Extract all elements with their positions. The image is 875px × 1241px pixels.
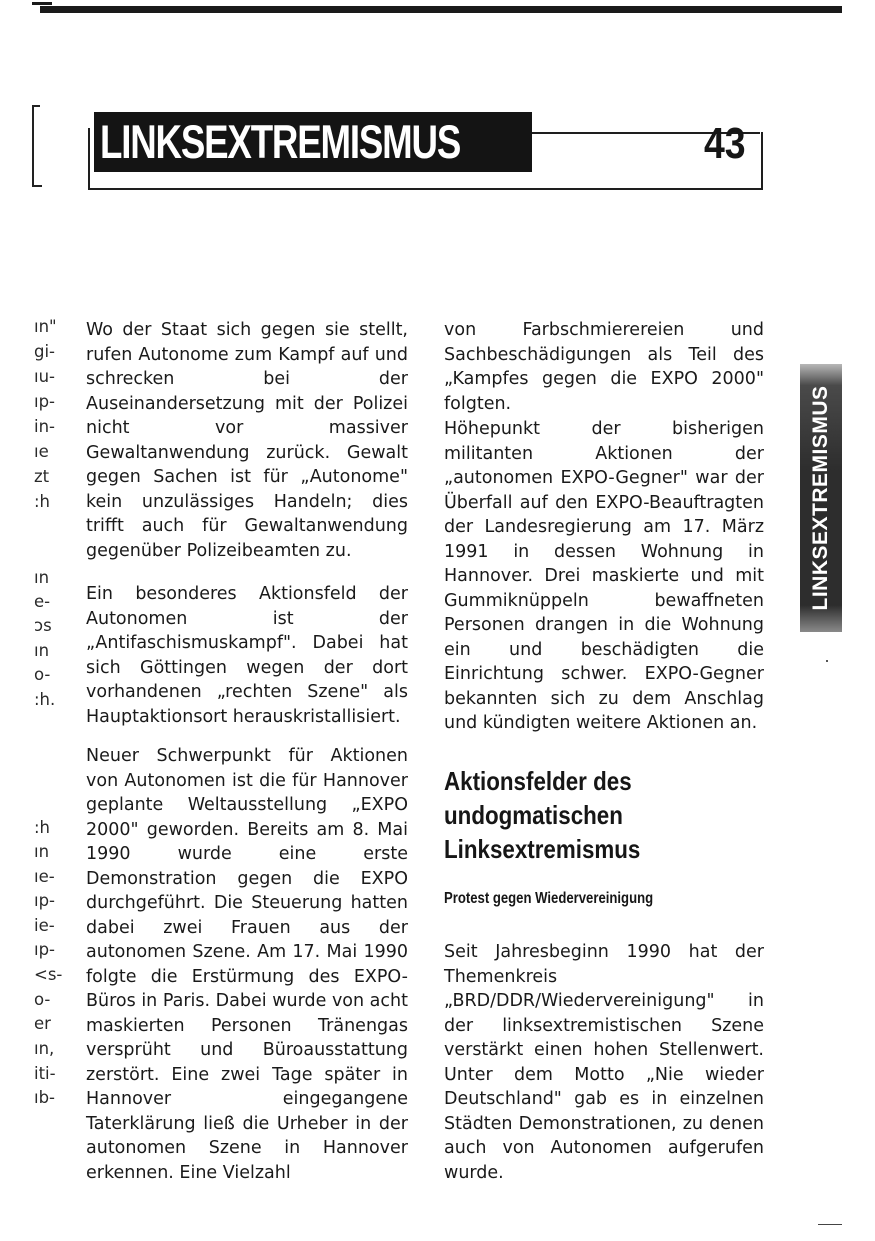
section-heading-line: Aktionsfelder des (444, 766, 632, 796)
edge-fragment: ıe- (34, 867, 55, 886)
edge-fragment: :h (34, 492, 51, 511)
section-heading (444, 764, 719, 866)
edge-fragment: gi- (34, 342, 56, 361)
edge-fragment: ıe (34, 442, 49, 461)
edge-fragment: iti- (34, 1064, 56, 1083)
edge-fragment: :h (34, 818, 51, 837)
chapter-title: LINKSEXTREMISMUS (100, 115, 461, 168)
edge-fragment: ın (34, 568, 50, 587)
edge-fragment: ıp- (34, 940, 56, 959)
edge-fragment: ıp- (34, 392, 56, 411)
top-rule (40, 6, 842, 13)
section-heading-line: Linksextremismus (444, 834, 641, 864)
edge-fragment: e- (34, 592, 51, 611)
left-paragraph-2: Ein besonderes Aktionsfeld der Autonomen ist der „Antifaschismuskampf". Dabei hat sich Göttingen wegen der dort vorhandenen „rechten Szene" als Hauptaktionsort herauskristallisiert. (86, 584, 408, 727)
edge-fragment: zt (34, 467, 50, 486)
side-tab-label: LINKSEXTREMISMUS (809, 385, 832, 611)
right-paragraph-2: Höhepunkt der bisherigen militanten Aktionen der „autonomen EXPO-Gegner" war der Überfall auf den EXPO-Beauftragten der Landesregierung am 17. März 1991 in dessen Wohnung in Hannover. Drei maskierte und mit Gummiknüppeln bewaffneten Personen drangen in die Wohnung ein und beschädigten die Einrichtung schwer. EXPO-Gegner bekannten sich zu dem Anschlag und kündigten weitere Aktionen an. (444, 419, 764, 733)
edge-fragment: <s- (34, 965, 63, 984)
page-number: 43 (704, 119, 746, 168)
header-frame-left-line (88, 128, 90, 190)
section-heading-line: undogmatischen (444, 800, 623, 830)
right-paragraph-1: von Farbschmierereien und Sachbeschädigungen als Teil des „Kampfes gegen die EXPO 2000" folgten. (444, 320, 764, 414)
header-frame-bottom-line (88, 188, 763, 190)
edge-fragment: ın, (34, 1039, 55, 1058)
edge-fragment: ıp- (34, 891, 56, 910)
edge-fragment: ıb- (34, 1088, 56, 1107)
sub-heading: Protest gegen Wiedervereinigung (444, 890, 654, 907)
edge-fragment: ın (34, 641, 50, 660)
side-thumb-tab (800, 364, 842, 632)
scan-speck (826, 660, 828, 662)
edge-fragment: ın (34, 842, 50, 861)
edge-fragment: ıu- (34, 367, 55, 386)
footer-rule (818, 1224, 842, 1225)
left-paragraph-1: Wo der Staat sich gegen sie stellt, rufen Autonome zum Kampf auf und schrecken bei der Auseinandersetzung mit der Polizei nicht vor massiver Gewaltanwendung zurück. Gewalt gegen Sachen ist für „Autonome" kein unzulässiges Handeln; dies trifft auch für Gewaltanwendung gegenüber Polizeibeamten zu. (86, 320, 408, 561)
edge-fragment: o- (34, 990, 51, 1009)
edge-fragment: ie- (34, 916, 55, 935)
edge-fragment: o- (34, 665, 51, 684)
left-paragraph-3: Neuer Schwerpunkt für Aktionen von Autonomen ist die für Hannover geplante Weltausstellung „EXPO 2000" geworden. Bereits am 8. Mai 1990 wurde eine erste Demonstration gegen die EXPO durchgeführt. Die Steuerung hatten dabei zwei Frauen aus der autonomen Szene. Am 17. Mai 1990 folgte die Erstürmung des EXPO-Büros in Paris. Dabei wurde von acht maskierten Personen Tränengas versprüht und Büroausstattung zerstört. Eine zwei Tage später in Hannover eingegangene Taterklärung ließ die Urheber in der autonomen Szene in Hannover erkennen. Eine Vielzahl (86, 746, 408, 1183)
adjacent-page-text-fragments (0, 0, 72, 1241)
edge-fragment: er (34, 1014, 51, 1033)
header-frame-right-line (761, 132, 763, 190)
edge-fragment: ɔs (34, 616, 52, 635)
edge-fragment: ın" (34, 317, 57, 336)
right-paragraph-3: Seit Jahresbeginn 1990 hat der Themenkreis „BRD/DDR/Wiedervereinigung" in der linksextremistischen Szene verstärkt einen hohen Stellenwert. Unter dem Motto „Nie wieder Deutschland" gab es in einzelnen Städten Demonstrationen, zu denen auch von Autonomen aufgerufen wurde. (444, 942, 764, 1183)
edge-fragment: :h. (34, 690, 56, 709)
edge-fragment: in- (34, 417, 55, 436)
